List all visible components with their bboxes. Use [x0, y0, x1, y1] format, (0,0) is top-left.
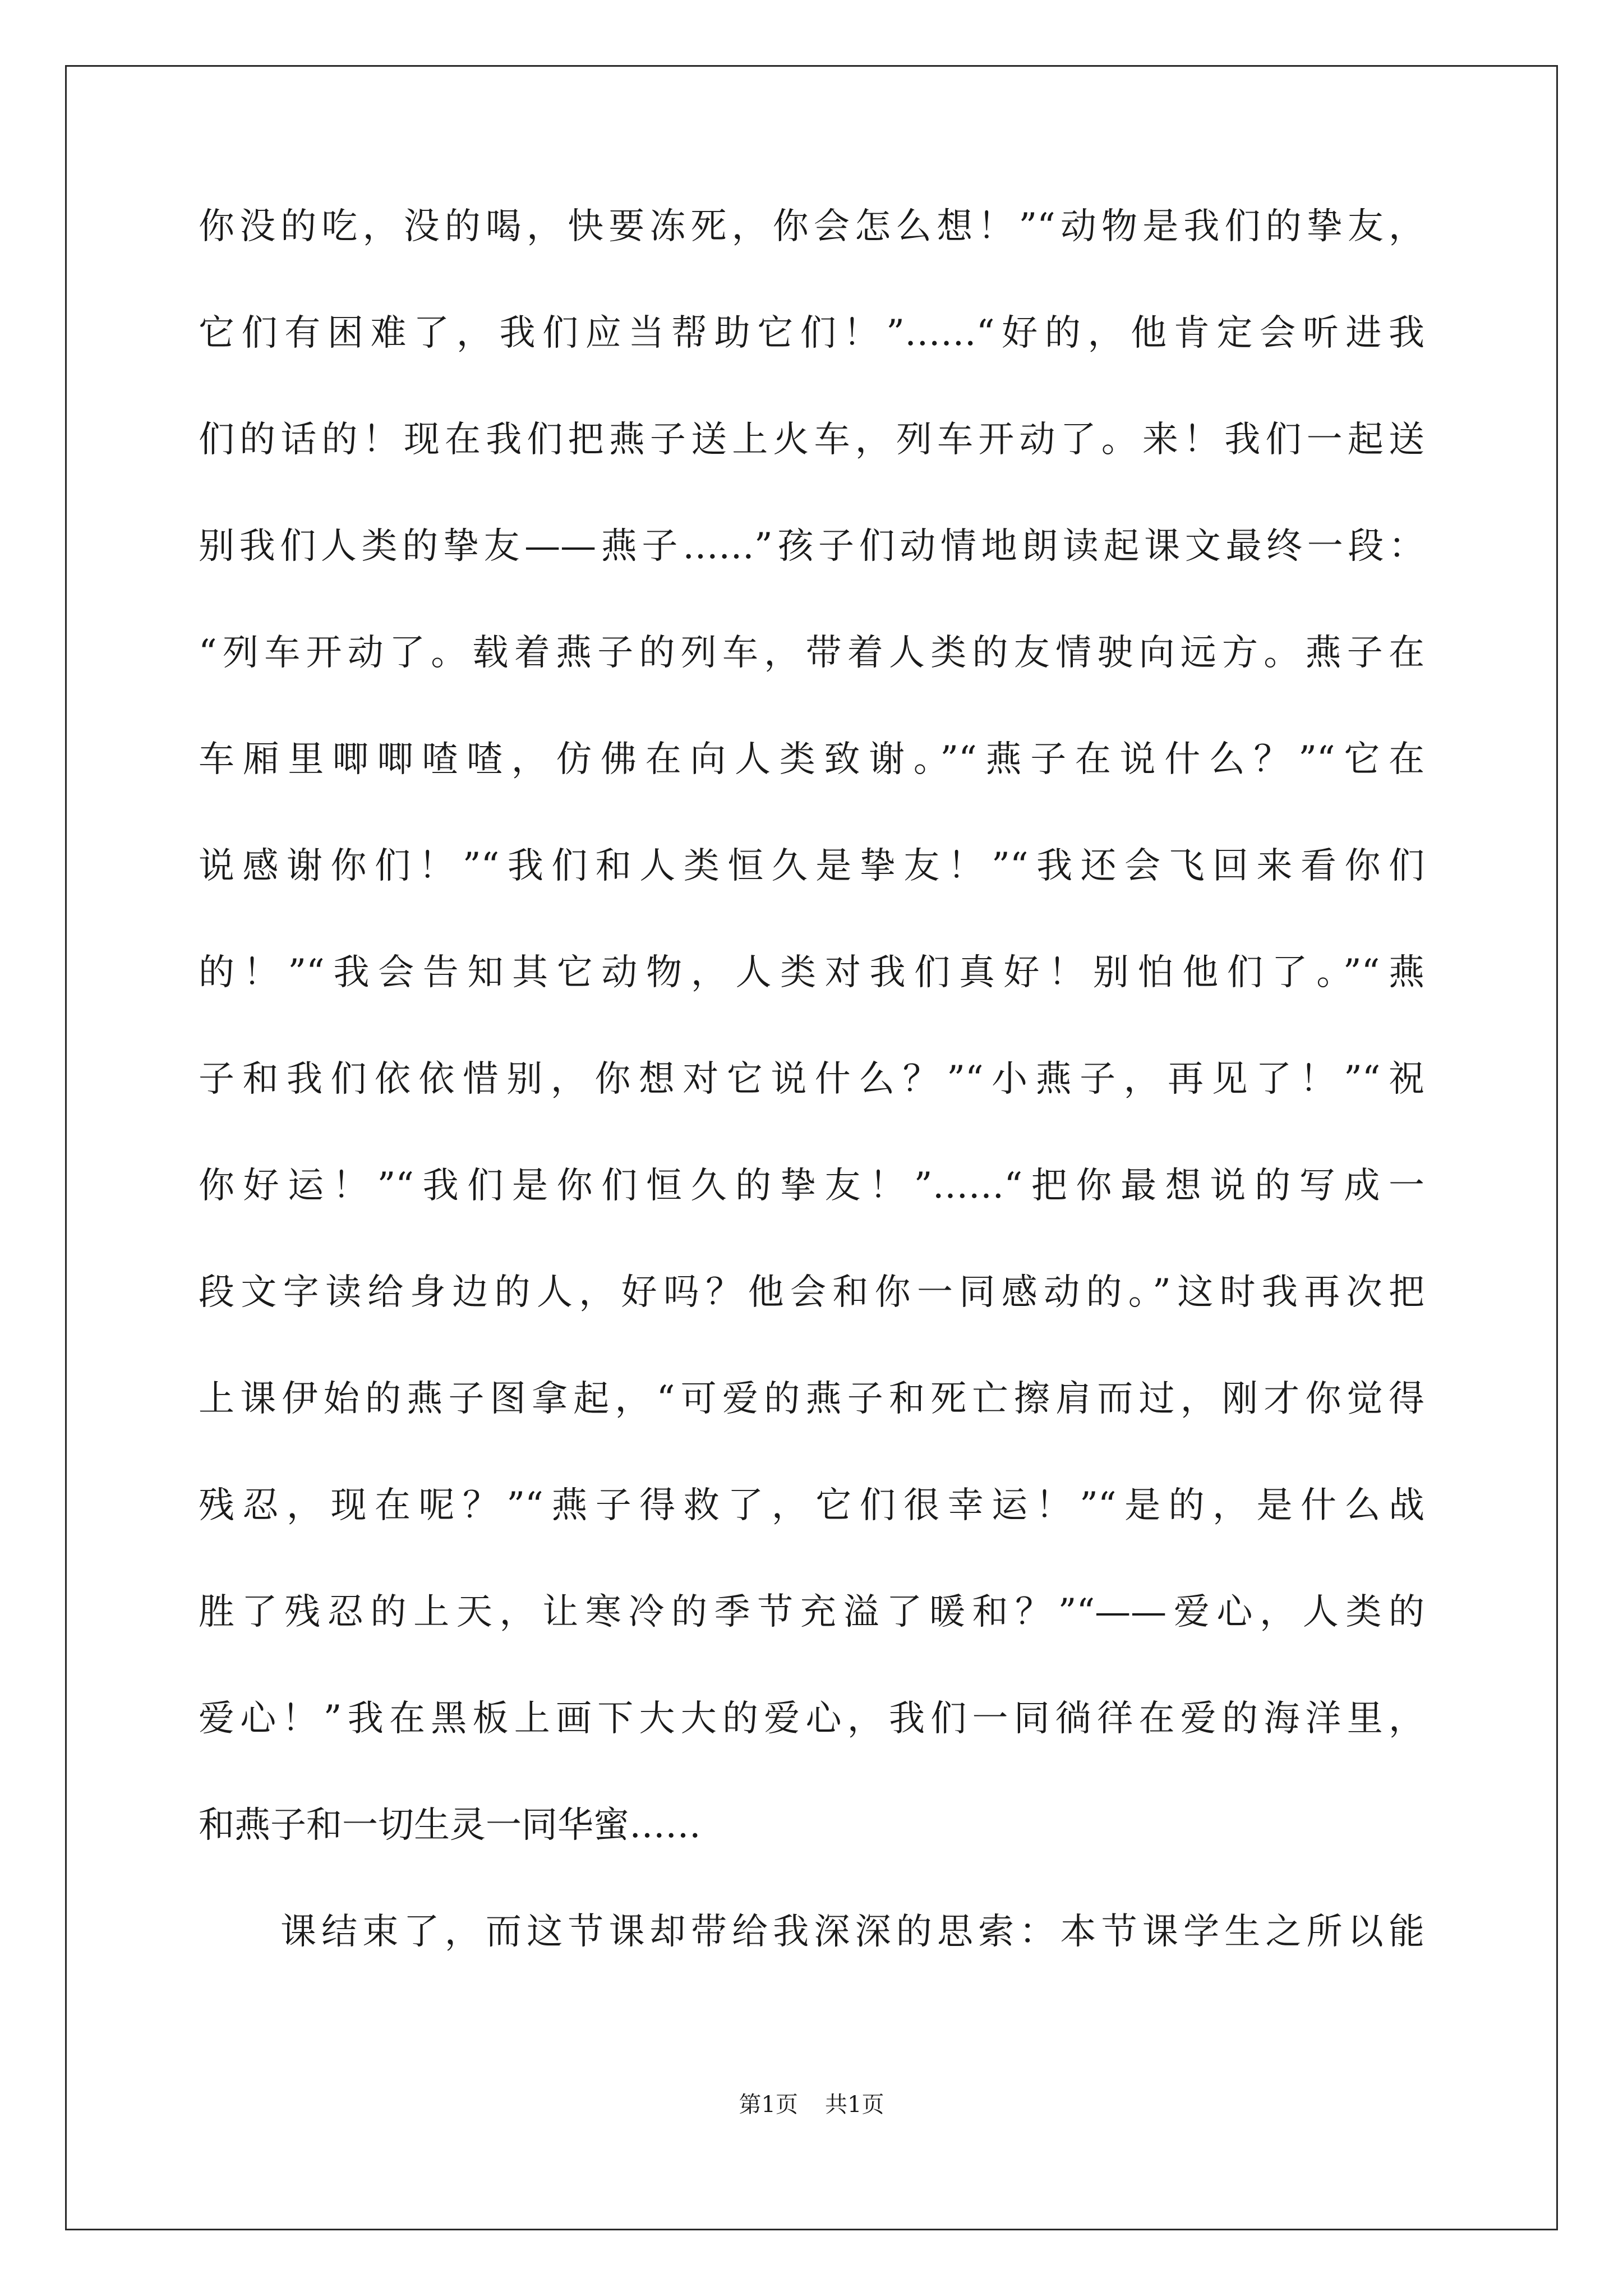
text-line: 残忍，现在呢？”“燕子得救了，它们很幸运！”“是的，是什么战: [199, 1485, 1424, 1526]
text-line: 车厢里唧唧喳喳，仿佛在向人类致谢。”“燕子在说什么？”“它在: [199, 739, 1424, 780]
text-line: 你好运！”“我们是你们恒久的挚友！”……“把你最想说的写成一: [199, 1165, 1424, 1207]
text-line: 胜了残忍的上天，让寒冷的季节充溢了暖和？”“——爱心，人类的: [199, 1591, 1424, 1633]
page-total: 共1页: [825, 2092, 884, 2118]
paragraph-first-line: 课结束了，而这节课却带给我深深的思索：本节课学生之所以能: [280, 1911, 1424, 1953]
text-line: 的！”“我会告知其它动物，人类对我们真好！别怕他们了。”“燕: [199, 952, 1424, 993]
text-line: 说感谢你们！”“我们和人类恒久是挚友！”“我还会飞回来看你们: [199, 845, 1424, 887]
page-number: 第1页: [739, 2092, 798, 2118]
text-line: 爱心！”我在黑板上画下大大的爱心，我们一同徜徉在爱的海洋里，: [199, 1698, 1424, 1740]
text-line: 别我们人类的挚友——燕子……”孩子们动情地朗读起课文最终一段：: [199, 526, 1424, 567]
page-footer: [0, 2093, 1623, 2116]
text-line: “列车开动了。载着燕子的列车，带着人类的友情驶向远方。燕子在: [199, 632, 1424, 674]
text-line: 子和我们依依惜别，你想对它说什么？”“小燕子，再见了！”“祝: [199, 1059, 1424, 1100]
document-body: [199, 206, 1424, 2021]
text-line: 它们有困难了，我们应当帮助它们！”……“好的，他肯定会听进我: [199, 312, 1424, 354]
text-line: 们的话的！现在我们把燕子送上火车，列车开动了。来！我们一起送: [199, 419, 1424, 461]
paragraph-end-line: 和燕子和一切生灵一同华蜜……: [199, 1805, 701, 1846]
text-line: 段文字读给身边的人，好吗？他会和你一同感动的。”这时我再次把: [199, 1272, 1424, 1313]
text-line: 上课伊始的燕子图拿起，“可爱的燕子和死亡擦肩而过，刚才你觉得: [199, 1378, 1424, 1420]
text-line: 你没的吃，没的喝，快要冻死，你会怎么想！”“动物是我们的挚友，: [199, 206, 1424, 247]
